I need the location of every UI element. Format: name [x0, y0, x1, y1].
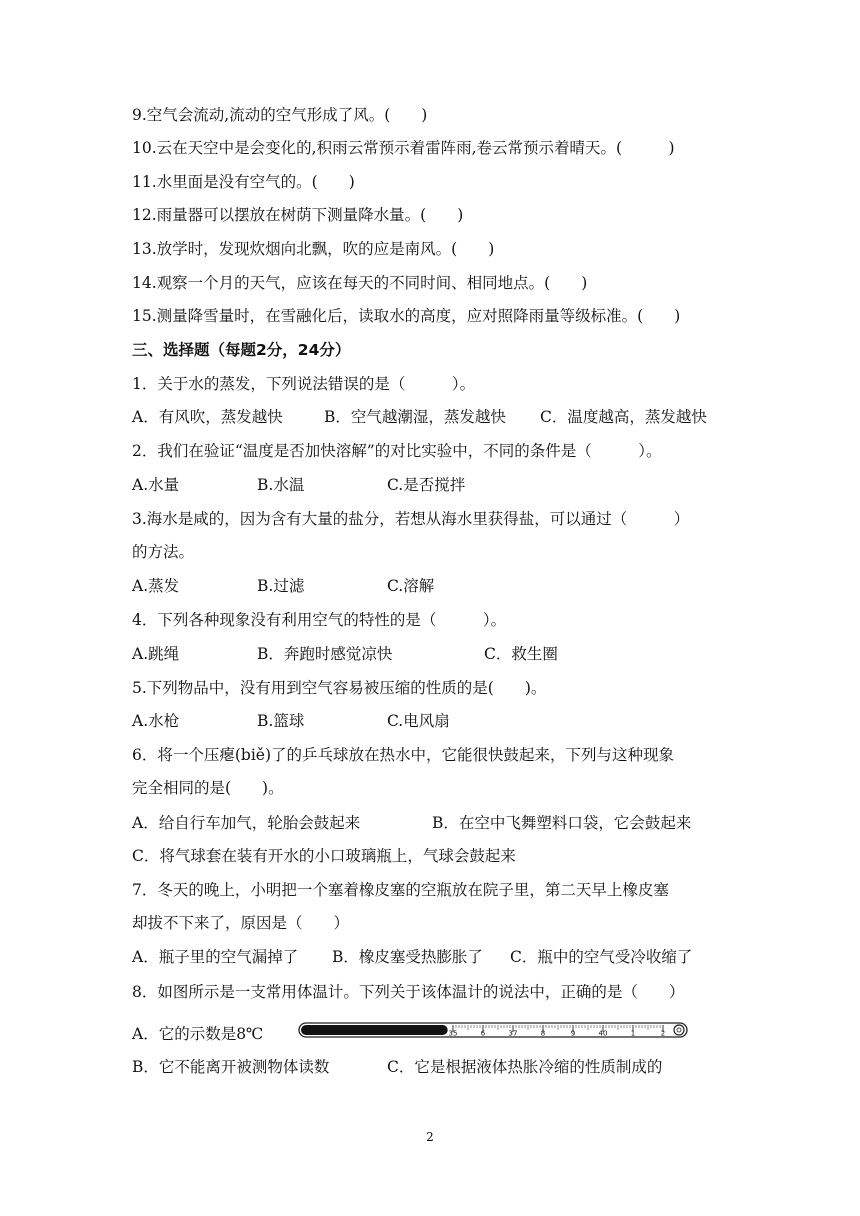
option-b: B.水温: [257, 476, 305, 494]
option-b: B．它不能离开被测物体读数: [132, 1058, 330, 1076]
option-a: A.水量: [132, 476, 180, 494]
judgment-q11: 11.水里面是没有空气的。( ): [132, 173, 355, 191]
section-heading: 三、选择题（每题2分，24分）: [132, 341, 351, 359]
scale-tick-label: 9: [570, 1029, 576, 1038]
option-b: B．橡皮塞受热膨胀了: [332, 948, 483, 966]
option-b: B．在空中飞舞塑料口袋，它会鼓起来: [432, 814, 692, 832]
judgment-q9: 9.空气会流动,流动的空气形成了风。( ): [132, 106, 428, 124]
option-a: A．有风吹，蒸发越快: [132, 408, 283, 426]
choice-q7-stem-cont: 却拔不下来了，原因是（ ）: [132, 914, 350, 932]
choice-q3-stem: 3.海水是咸的，因为含有大量的盐分，若想从海水里获得盐，可以通过（ ）: [132, 510, 690, 528]
thermometer-end-cap: [674, 1025, 684, 1035]
option-b: B．奔跑时感觉凉快: [257, 645, 393, 663]
option-b: B.篮球: [257, 712, 305, 730]
choice-q7-stem: 7．冬天的晚上，小明把一个塞着橡皮塞的空瓶放在院子里，第二天早上橡皮塞: [132, 881, 669, 899]
option-b: B.过滤: [257, 577, 305, 595]
choice-q6-options-ab: [132, 812, 732, 834]
choice-q3-options: [132, 575, 732, 597]
option-c: C．瓶中的空气受冷收缩了: [510, 948, 693, 966]
choice-q7-options: [132, 946, 732, 968]
choice-q5-options: [132, 710, 732, 732]
option-c: C．它是根据液体热胀冷缩的性质制成的: [387, 1058, 663, 1076]
choice-q4-stem: 4．下列各种现象没有利用空气的特性的是（ ）。: [132, 611, 507, 629]
judgment-q14: 14.观察一个月的天气，应该在每天的不同时间、相同地点。( ): [132, 274, 588, 292]
choice-q1-stem: 1．关于水的蒸发，下列说法错误的是（ ）。: [132, 375, 476, 393]
thermometer-figure: [298, 1016, 690, 1042]
scale-tick-label: 2: [660, 1029, 666, 1038]
scale-tick-label: 40: [598, 1029, 608, 1038]
choice-q1-options: [132, 406, 732, 428]
option-b: B．空气越潮湿，蒸发越快: [324, 408, 506, 426]
judgment-q15: 15.测量降雪量时，在雪融化后，读取水的高度，应对照降雨量等级标准。( ): [132, 307, 681, 325]
thermometer-mercury: [301, 1025, 448, 1035]
option-a: A.水枪: [132, 712, 180, 730]
judgment-q12: 12.雨量器可以摆放在树荫下测量降水量。( ): [132, 206, 464, 224]
choice-q8-stem: 8．如图所示是一支常用体温计。下列关于该体温计的说法中，正确的是（ ）: [132, 983, 685, 1001]
choice-q4-options: [132, 643, 732, 665]
judgment-q13: 13.放学时，发现炊烟向北飘，吹的应是南风。( ): [132, 240, 495, 258]
choice-q6-option-c: C．将气球套在装有开水的小口玻璃瓶上，气球会鼓起来: [132, 847, 516, 865]
choice-q6-stem-cont: 完全相同的是( )。: [132, 779, 284, 797]
scale-tick-label: 8: [540, 1029, 546, 1038]
option-c: C．温度越高，蒸发越快: [540, 408, 707, 426]
option-a: A．给自行车加气，轮胎会鼓起来: [132, 814, 361, 832]
choice-q8-options: [132, 1056, 732, 1078]
option-a: A.蒸发: [132, 577, 180, 595]
scale-tick-label: 37: [508, 1029, 518, 1038]
choice-q3-stem-cont: 的方法。: [132, 543, 195, 561]
option-c: C.是否搅拌: [387, 476, 466, 494]
choice-q2-options: [132, 474, 732, 496]
option-c: C.电风扇: [387, 712, 450, 730]
option-a: A.跳绳: [132, 645, 180, 663]
page-number: 2: [426, 1130, 434, 1144]
scale-tick-label: 35: [448, 1029, 458, 1038]
choice-q2-stem: 2．我们在验证“温度是否加快溶解”的对比实验中，不同的条件是（ ）。: [132, 442, 662, 460]
choice-q5-stem: 5.下列物品中，没有用到空气容易被压缩的性质的是( )。: [132, 679, 547, 697]
option-a: A．瓶子里的空气漏掉了: [132, 948, 299, 966]
option-c: C.溶解: [387, 577, 435, 595]
choice-q8-option-a: A．它的示数是8℃: [132, 1025, 264, 1043]
judgment-q10: 10.云在天空中是会变化的,积雨云常预示着雷阵雨,卷云常预示着晴天。( ): [132, 139, 675, 157]
scale-tick-label: 1: [630, 1029, 636, 1038]
scale-tick-label: 6: [480, 1029, 486, 1038]
choice-q6-stem: 6．将一个压瘪(biě)了的乒乓球放在热水中，它能很快鼓起来，下列与这种现象: [132, 746, 675, 764]
option-c: C．救生圈: [484, 645, 558, 663]
